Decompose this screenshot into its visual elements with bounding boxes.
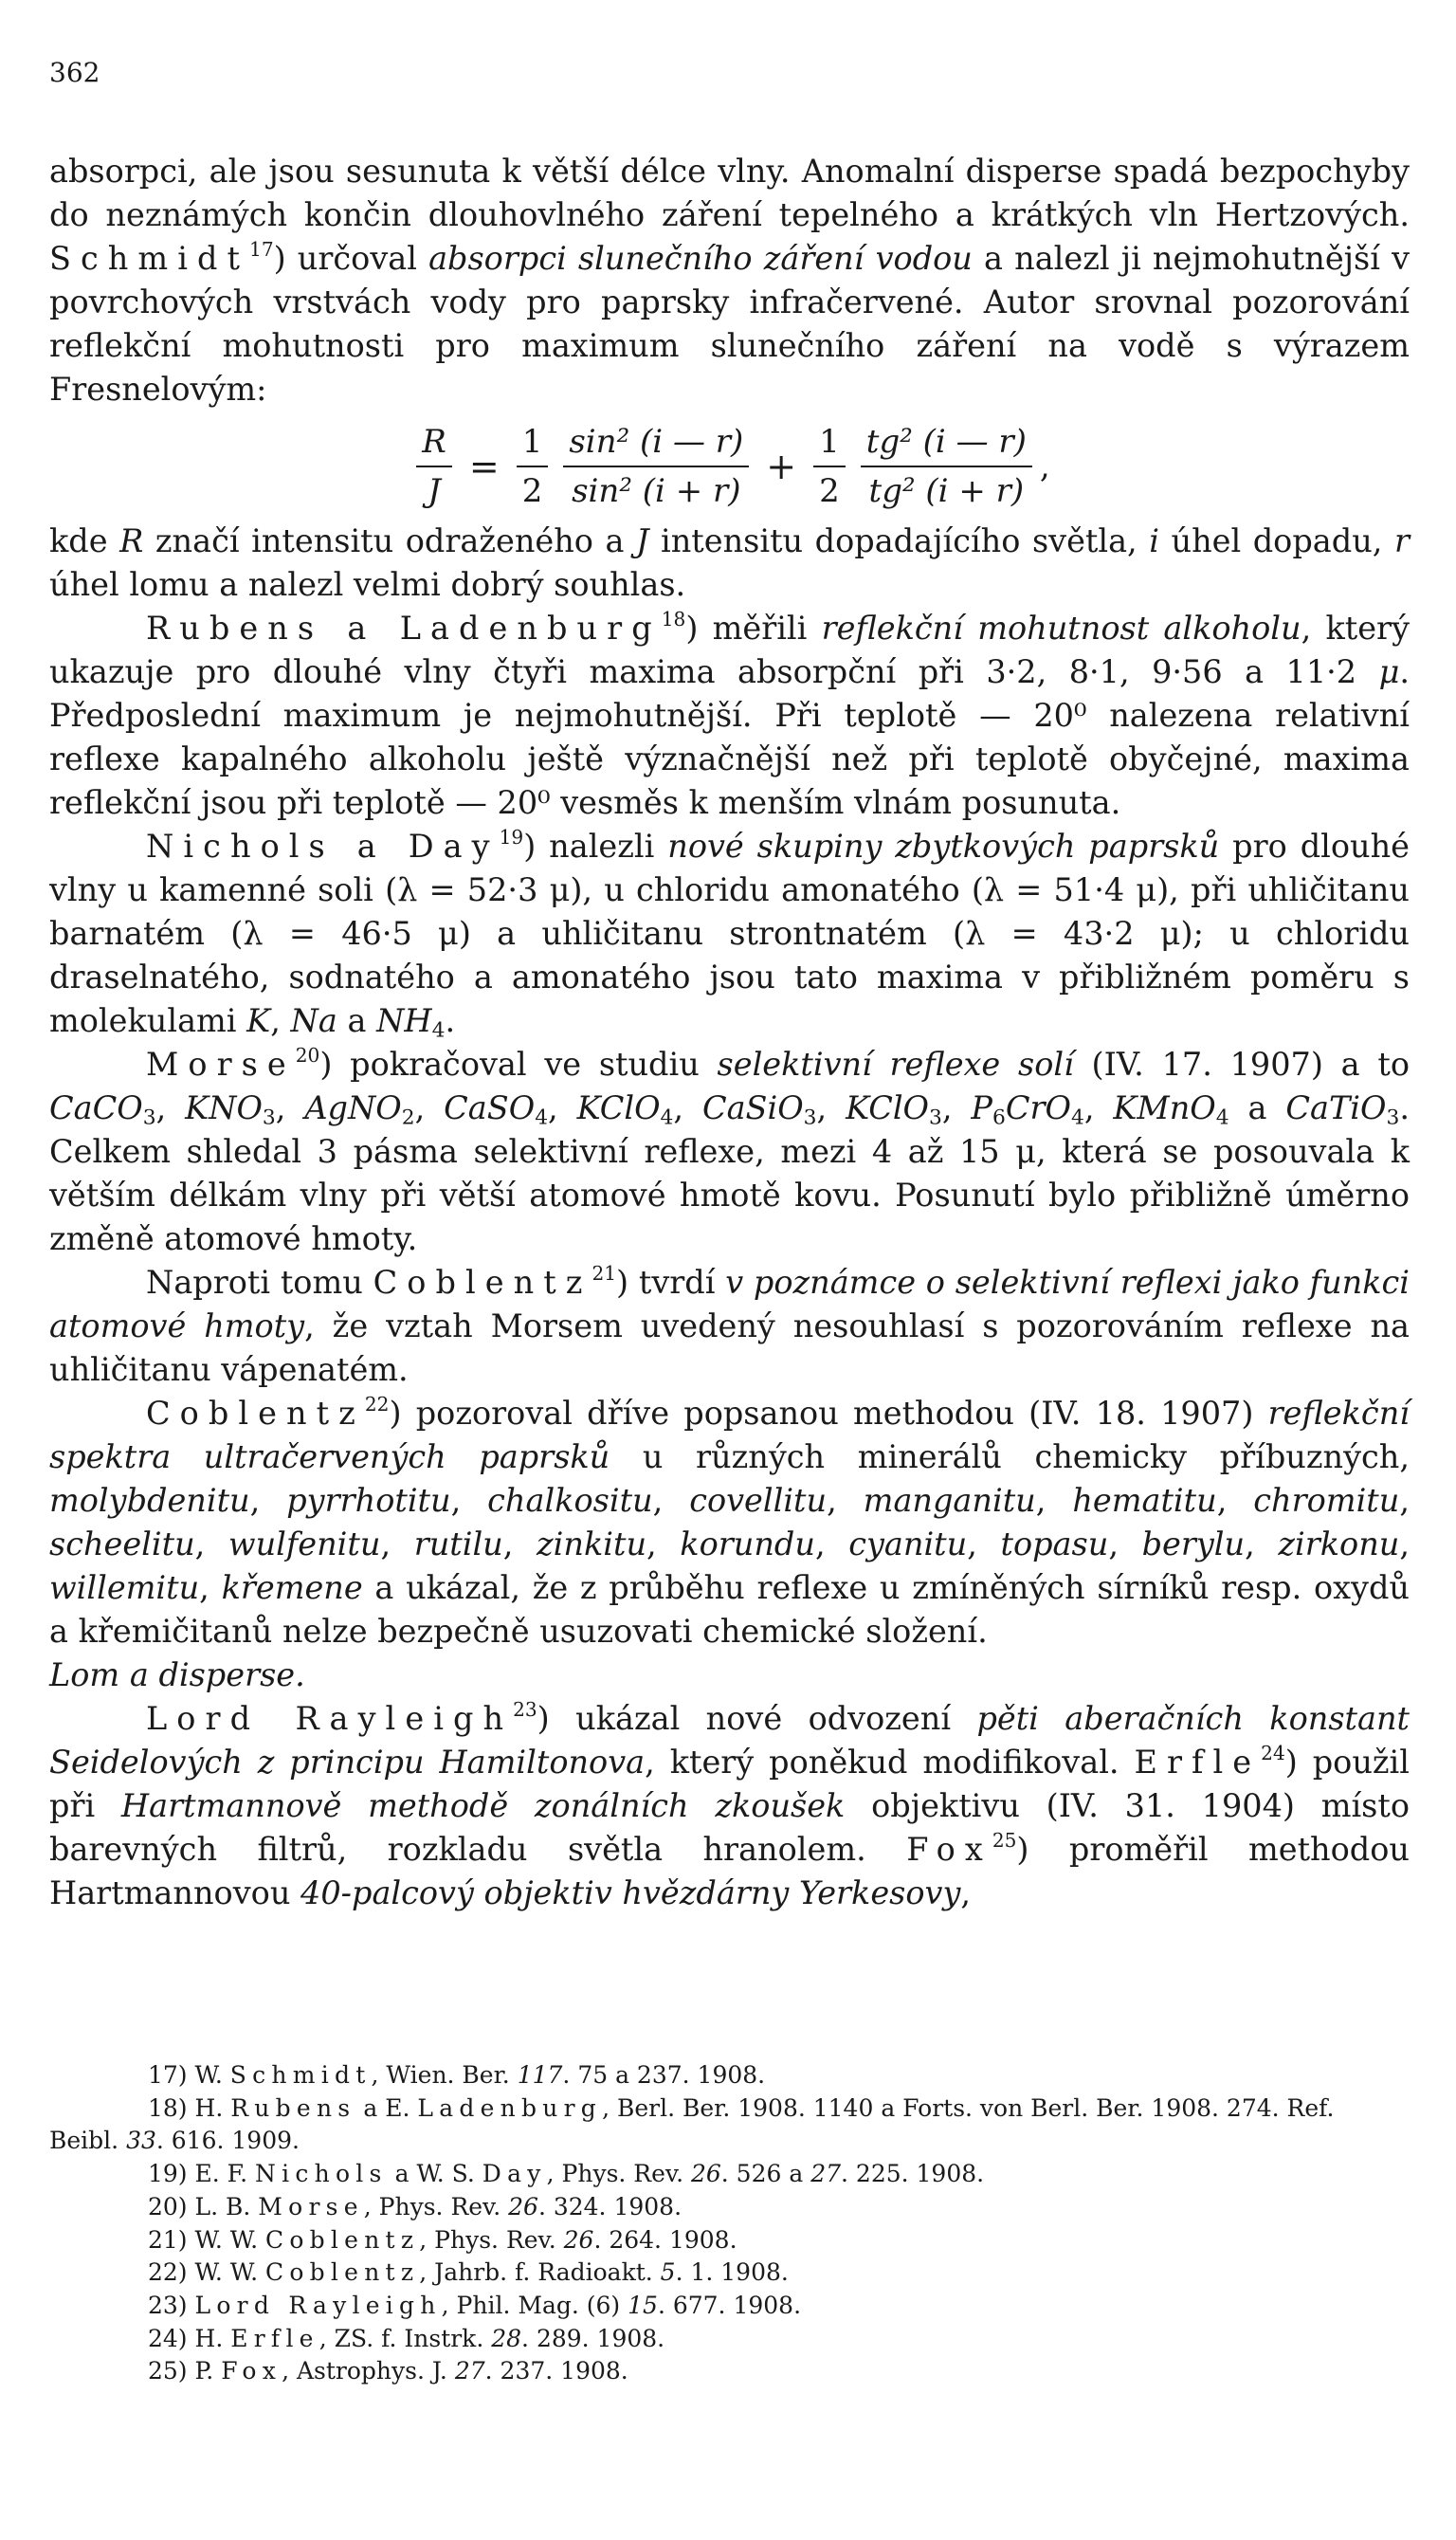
footnote: 23) Lord Rayleigh, Phil. Mag. (6) 15. 677. 1908. (148, 2291, 802, 2319)
paragraph-rubens: Rubens a Ladenburg$^{18}$) měřili reflekční mohutnost alkoholu, který ukazuje pro dlouhé vlny čtyři maxima absorpční při 3·2, 8·1, 9·56 a 11·2 μ. Předposlední maximum je nejmohutnější. Při teplotě — 20⁰ nalezena relativní reflexe kapalného alkoholu ještě význačnější než při teplotě obyčejné, maxima reflekční jsou při teplotě — 20⁰ vesměs k menším vlnám posunuta. (49, 607, 1410, 821)
paragraph-coblentz-1: Naproti tomu Coblentz$^{21}$) tvrdí v poznámce o selektivní reflexi jako funkci atomové hmoty, že vztah Morsem uvedený nesouhlasí s pozorováním reflexe na uhličitanu vápenatém. (49, 1261, 1410, 1388)
reference-mark: 23 (513, 1697, 537, 1721)
formula-half-2: $\frac{1}{2}$ (813, 420, 846, 513)
paragraph-morse: Morse$^{20}$) pokračoval ve studiu selektivní reflexe solí (IV. 17. 1907) a to CaCO$_3$, $KNO_3$, AgNO$_2$, CaSO$_4$, KClO$_4$, CaSiO$_3$, KClO$_3$, $P_6CrO_4$, KMnO$_4$ a CaTiO$_3$. Celkem shledal 3 pásma selektivní reflexe, mezi 4 až 15 μ, která se posouvala k větším délkám vlny při větší atomové hmotě kovu. Posunutí bylo přibližně úměrno změně atomové hmoty. (49, 1043, 1410, 1257)
formula-sine-term: $\frac{\text{sin² (i — r)}}{\text{sin² (i + r)}}$ (563, 420, 749, 513)
footnote: 21) W. W. Coblentz, Phys. Rev. 26. 264. 1908. (148, 2225, 737, 2254)
reference-mark: 25 (992, 1828, 1017, 1852)
formula-tangent-term: $\frac{\text{tg² (i — r)}}{\text{tg² (i + r)}}$ (861, 420, 1032, 513)
author-name: Fox (906, 1831, 992, 1868)
footnote: 20) L. B. Morse, Phys. Rev. 26. 324. 1908. (148, 2192, 682, 2220)
reference-mark: 19 (499, 825, 524, 849)
footnote: 25) P. Fox, Astrophys. J. 27. 237. 1908. (148, 2357, 628, 2385)
author-name: Erfle (1134, 1744, 1262, 1781)
footnotes (49, 2059, 1410, 2388)
author-name: Coblentz (146, 1395, 365, 1432)
author-name: Coblentz (373, 1264, 592, 1301)
reference-mark: 21 (592, 1261, 617, 1285)
paragraph-nichols: Nichols a Day$^{19}$) nalezli nové skupiny zbytkových paprsků pro dlouhé vlny u kamenné soli (λ = 52·3 μ), u chloridu amonatého (λ = 51·4 μ), při uhličitanu barnatém (λ = 46·5 μ) a uhličitanu strontnatém (λ = 43·2 μ); u chloridu draselnatého, sodnatého a amonatého jsou tato maxima v přibližném poměru s molekulami K, Na a $NH_4$. (49, 825, 1410, 1043)
author-name: Lord Rayleigh (146, 1700, 514, 1737)
footnote: 17) W. Schmidt, Wien. Ber. 117. 75 a 237. 1908. (148, 2061, 766, 2089)
footnote: 19) E. F. Nichols a W. S. Day, Phys. Rev. 26. 526 a 27. 225. 1908. (148, 2160, 985, 2188)
reference-mark: 17 (249, 237, 274, 261)
footnote: 24) H. Erfle, ZS. f. Instrk. 28. 289. 1908. (148, 2324, 665, 2352)
paragraph-absorption: absorpci, ale jsou sesunuta k větší délce vlny. Anomalní disperse spadá bezpochyby do neznámých končin dlouhovlného záření tepelného a krátkých vln Hertzových. Schmidt$^{17}$) určoval absorpci slunečního záření vodou a nalezl ji nejmohutnější v povrchových vrstvách vody pro paprsky infračervené. Autor srovnal pozorování reflekční mohutnosti pro maximum slunečního záření na vodě s výrazem Fresnelovým: (49, 153, 1410, 408)
reference-mark: 18 (661, 607, 686, 630)
section-heading: Lom a disperse. (49, 1656, 305, 1693)
paragraph-rayleigh: Lord Rayleigh$^{23}$) ukázal nové odvození pěti aberačních konstant Seidelových z principu Hamiltonova, který poněkud modifikoval. Erfle$^{24}$) použil při Hartmannově methodě zonálních zkoušek objektivu (IV. 31. 1904) místo barevných filtrů, rozkladu světla hranolem. Fox$^{25}$) proměřil methodou Hartmannovou 40-palcový objektiv hvězdárny Yerkesovy, (49, 1697, 1410, 1911)
page-number: 362 (49, 57, 100, 88)
author-name: Schmidt (49, 240, 250, 277)
footnote: 18) H. Rubens a E. Ladenburg, Berl. Ber. 1908. 1140 a Forts. von Berl. Ber. 1908. 274. Ref. Beibl. 33. 616. 1909. (49, 2093, 1335, 2155)
footnote: 22) W. W. Coblentz, Jahrb. f. Radioakt. 5. 1. 1908. (148, 2258, 789, 2287)
author-name: Morse (146, 1046, 296, 1083)
author-name: Rubens a Ladenburg (146, 610, 662, 647)
reference-mark: 22 (364, 1392, 390, 1416)
paragraph-coblentz-2: Coblentz$^{22}$) pozoroval dříve popsanou methodou (IV. 18. 1907) reflekční spektra ultračervených paprsků u různých minerálů chemicky příbuzných, molybdenitu, pyrrhotitu, chalkositu, covellitu, manganitu, hematitu, chromitu, scheelitu, wulfenitu, rutilu, zinkitu, korundu, cyanitu, topasu, berylu, zirkonu, willemitu, křemene a ukázal, že z průběhu reflexe u zmíněných sírníků resp. oxydů a křemičitanů nelze bezpečně usuzovati chemické složení. (49, 1392, 1410, 1650)
reference-mark: 20 (295, 1043, 320, 1067)
body-text (49, 150, 1410, 1915)
formula-half: $\frac{1}{2}$ (517, 420, 549, 513)
formula-lhs: $\frac{R}{J}$ (416, 420, 452, 513)
reference-mark: 24 (1261, 1741, 1285, 1764)
fresnel-formula: $\frac{R}{J}$ = $\frac{1}{2}$ $\frac{\text{sin² (i — r)}}{\text{sin² (i + r)}}$ + $\frac{1}{2}$ $\frac{\text{tg² (i — r)}}{\text{tg² (i + r)}}$ , (49, 413, 1410, 520)
paragraph-formula-explanation: kde R značí intensitu odraženého a J intensitu dopadajícího světla, i úhel dopadu, r úhel lomu a nalezl velmi dobrý souhlas. (49, 522, 1410, 603)
author-name: Nichols a Day (146, 828, 500, 865)
